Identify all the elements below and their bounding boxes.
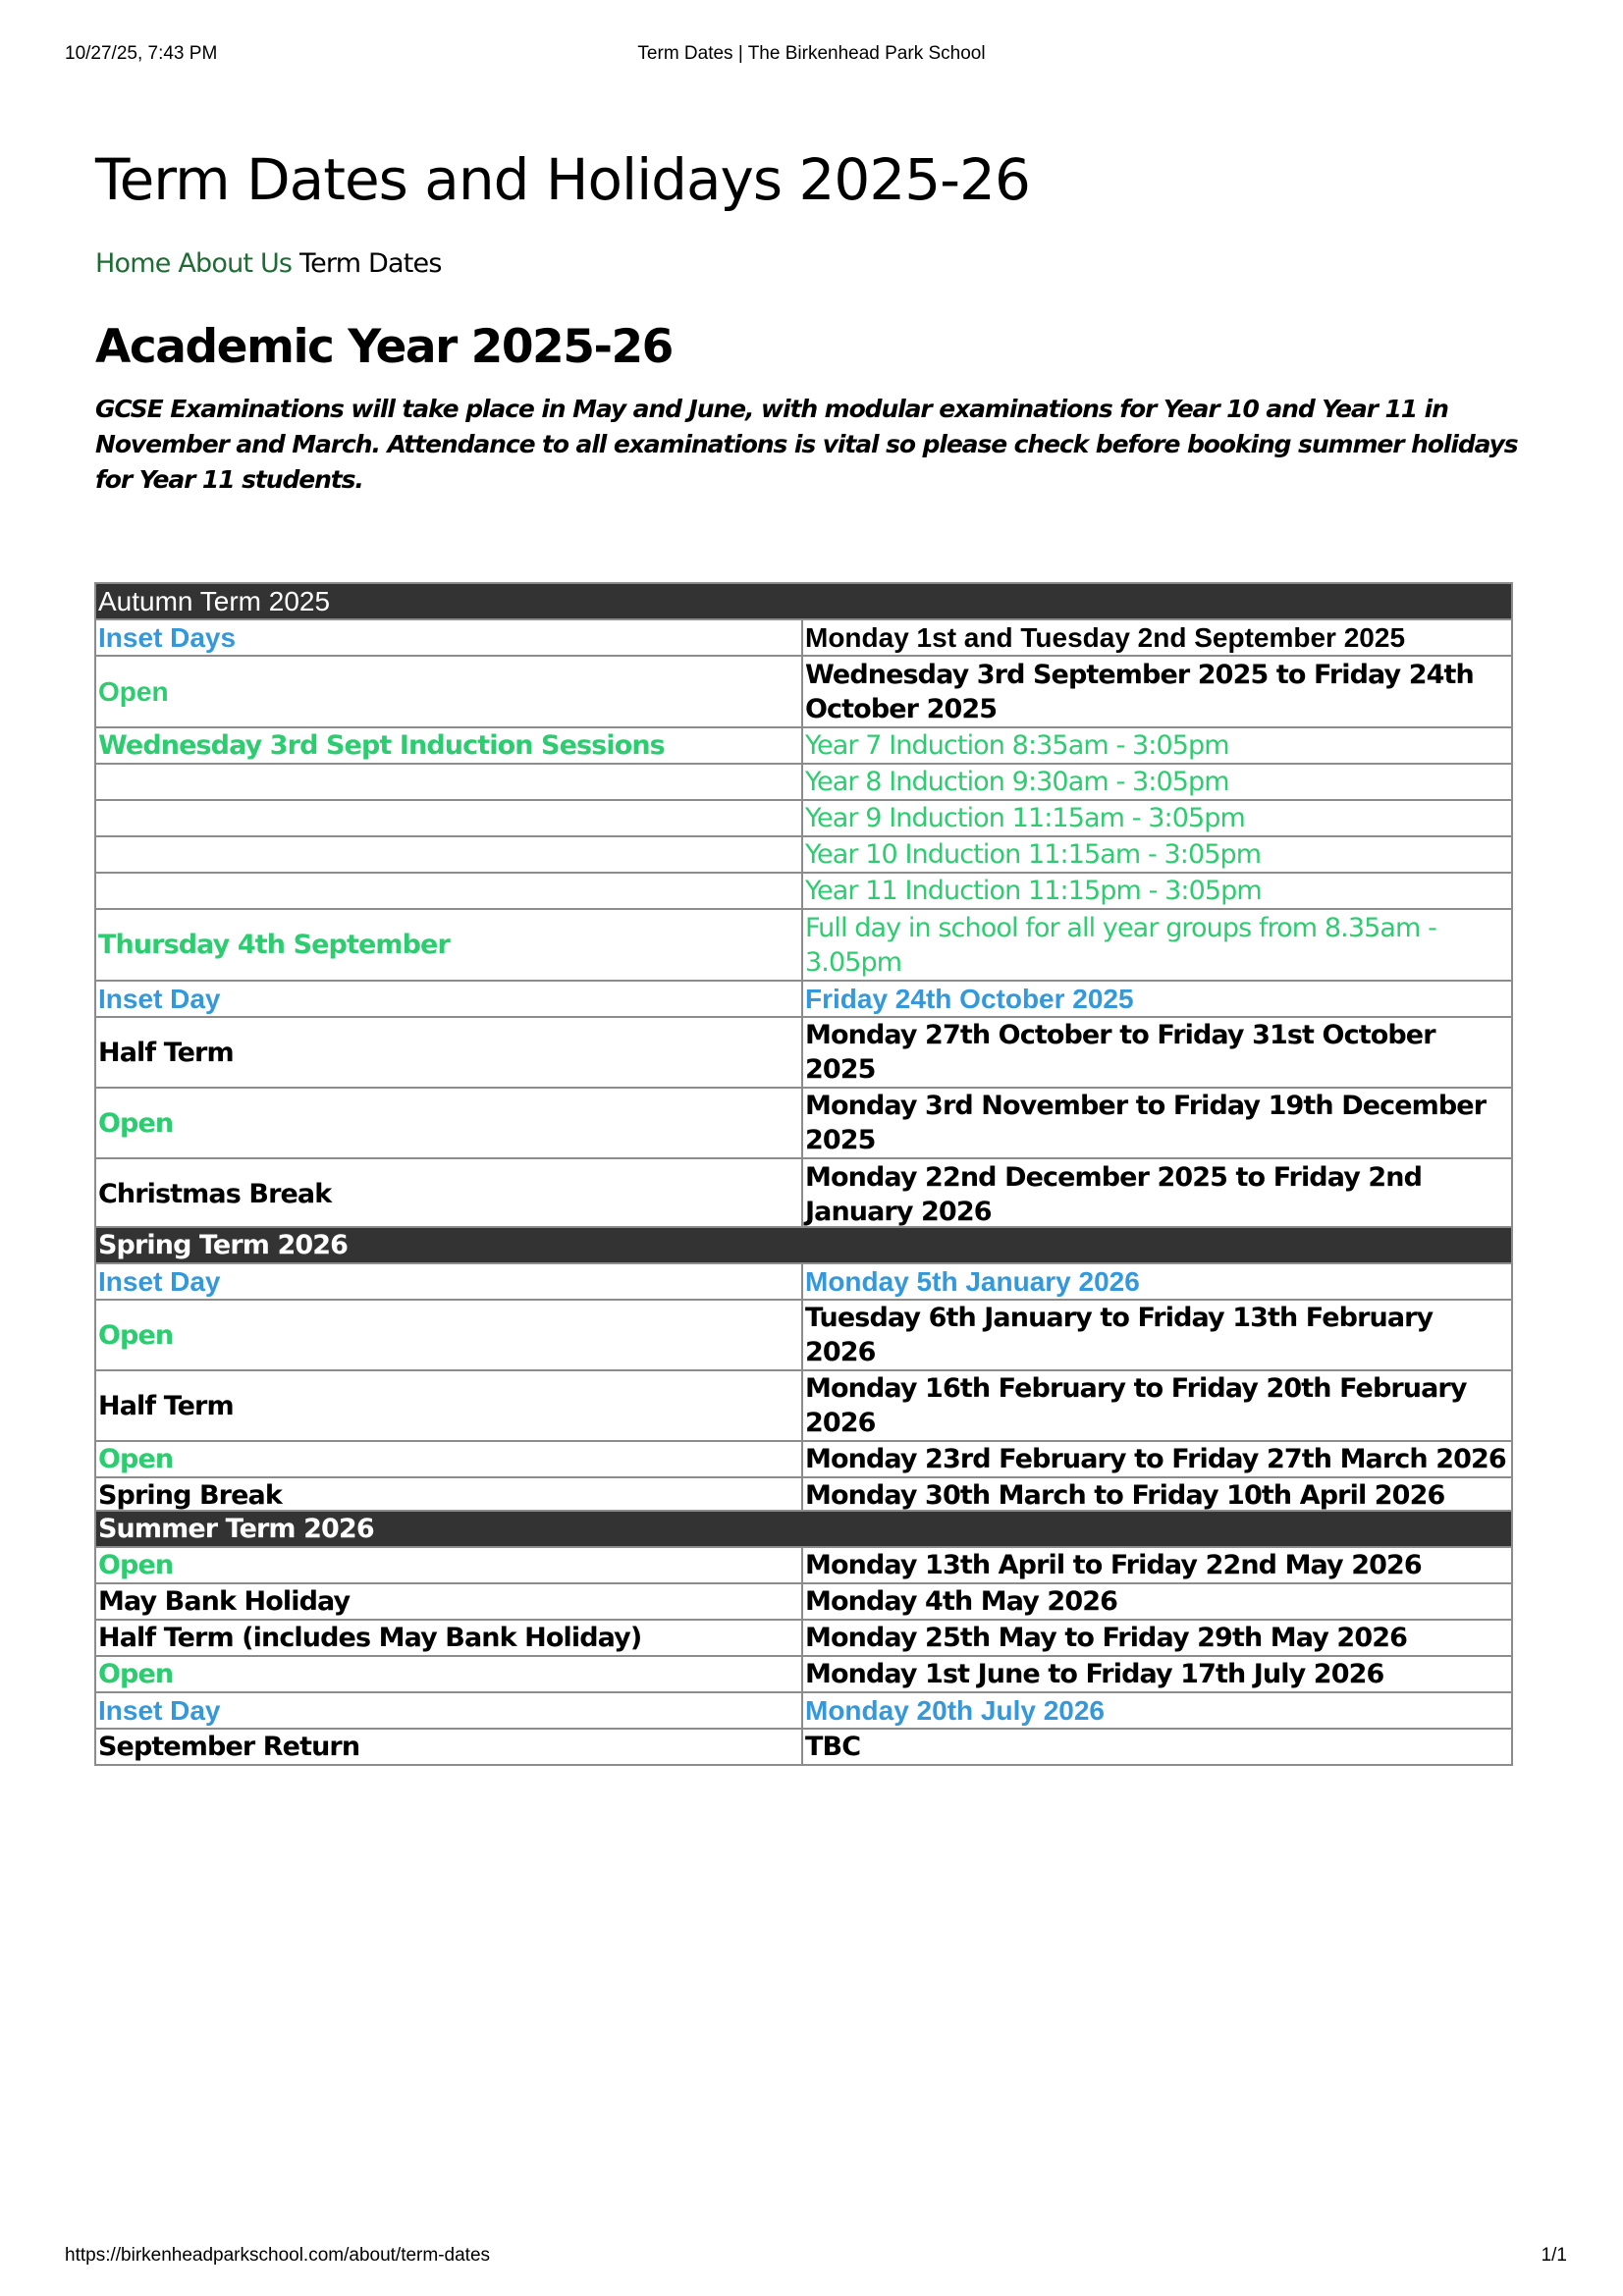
intro-paragraph: GCSE Examinations will take place in May and June, with modular examinations for Year 10 and Year 11 in November and March. Attendance to all examinations is vital so please check before booking summer holidays for Year 11 students.	[95, 395, 1518, 495]
print-page-count: 1/1	[1541, 2245, 1567, 2266]
row-value: Monday 4th May 2026	[802, 1583, 1512, 1620]
row-value: Monday 23rd February to Friday 27th March 2026	[802, 1441, 1512, 1477]
row-label: Wednesday 3rd Sept Induction Sessions	[95, 727, 802, 764]
row-label: September Return	[95, 1729, 802, 1765]
table-row	[95, 873, 1512, 909]
row-value: Full day in school for all year groups from 8.35am - 3.05pm	[802, 909, 1512, 981]
row-label: Open	[95, 1300, 802, 1370]
table-row	[95, 909, 1512, 981]
table-header-row	[95, 1511, 1512, 1547]
table-row	[95, 1263, 1512, 1300]
row-value: Monday 27th October to Friday 31st October 2025	[802, 1017, 1512, 1088]
table-row	[95, 1656, 1512, 1692]
row-value: Wednesday 3rd September 2025 to Friday 24th October 2025	[802, 656, 1512, 727]
row-value: Year 9 Induction 11:15am - 3:05pm	[802, 800, 1512, 836]
row-value: TBC	[802, 1729, 1512, 1765]
table-row	[95, 1729, 1512, 1765]
row-label: Half Term (includes May Bank Holiday)	[95, 1620, 802, 1656]
print-page-title: Term Dates | The Birkenhead Park School	[637, 43, 986, 64]
table-header-row	[95, 583, 1512, 619]
table-row	[95, 1477, 1512, 1514]
table-row	[95, 619, 1512, 656]
row-label: Inset Day	[95, 981, 802, 1017]
row-value: Year 11 Induction 11:15pm - 3:05pm	[802, 873, 1512, 909]
row-label: Spring Break	[95, 1477, 802, 1514]
row-value: Year 8 Induction 9:30am - 3:05pm	[802, 764, 1512, 800]
print-footer	[0, 2245, 1623, 2269]
row-label: Inset Day	[95, 1263, 802, 1300]
row-label: Half Term	[95, 1017, 802, 1088]
row-label: Open	[95, 656, 802, 727]
section-title: Academic Year 2025-26	[95, 319, 673, 374]
breadcrumb-current: Term Dates	[298, 247, 442, 279]
breadcrumb-home-link[interactable]: Home	[95, 247, 171, 279]
row-value: Friday 24th October 2025	[802, 981, 1512, 1017]
row-value: Monday 16th February to Friday 20th February 2026	[802, 1370, 1512, 1441]
row-value: Monday 30th March to Friday 10th April 2026	[802, 1477, 1512, 1514]
row-label: Half Term	[95, 1370, 802, 1441]
row-label: Open	[95, 1441, 802, 1477]
table-header-row	[95, 1227, 1512, 1263]
table-row	[95, 1547, 1512, 1583]
table-row	[95, 727, 1512, 764]
table-row	[95, 836, 1512, 873]
row-value: Year 7 Induction 8:35am - 3:05pm	[802, 727, 1512, 764]
autumn-term-table	[94, 582, 1513, 1231]
breadcrumb-about-link[interactable]: About Us	[178, 247, 293, 279]
row-value: Year 10 Induction 11:15am - 3:05pm	[802, 836, 1512, 873]
row-label: Open	[95, 1547, 802, 1583]
table-row	[95, 1088, 1512, 1158]
page-title: Term Dates and Holidays 2025-26	[95, 146, 1030, 213]
table-row	[95, 1692, 1512, 1729]
spring-term-table	[94, 1226, 1513, 1515]
summer-term-table	[94, 1510, 1513, 1766]
table-row	[95, 1370, 1512, 1441]
main-content	[95, 146, 1518, 498]
row-label: Inset Day	[95, 1692, 802, 1729]
term-title: Spring Term 2026	[95, 1227, 1512, 1263]
table-row	[95, 1441, 1512, 1477]
row-label	[95, 800, 802, 836]
table-row	[95, 1583, 1512, 1620]
row-label: Christmas Break	[95, 1158, 802, 1230]
row-label	[95, 873, 802, 909]
table-row	[95, 800, 1512, 836]
table-row	[95, 981, 1512, 1017]
row-value: Monday 1st and Tuesday 2nd September 2025	[802, 619, 1512, 656]
row-label: Open	[95, 1088, 802, 1158]
row-value: Monday 20th July 2026	[802, 1692, 1512, 1729]
row-value: Tuesday 6th January to Friday 13th February 2026	[802, 1300, 1512, 1370]
table-row	[95, 1158, 1512, 1230]
table-row	[95, 764, 1512, 800]
row-label	[95, 836, 802, 873]
print-header	[0, 43, 1623, 67]
row-label	[95, 764, 802, 800]
row-label: Thursday 4th September	[95, 909, 802, 981]
print-url: https://birkenheadparkschool.com/about/term-dates	[65, 2245, 491, 2266]
row-label: May Bank Holiday	[95, 1583, 802, 1620]
term-title: Summer Term 2026	[95, 1511, 1512, 1547]
row-value: Monday 3rd November to Friday 19th December 2025	[802, 1088, 1512, 1158]
table-row	[95, 656, 1512, 727]
table-row	[95, 1620, 1512, 1656]
row-value: Monday 13th April to Friday 22nd May 2026	[802, 1547, 1512, 1583]
row-label: Inset Days	[95, 619, 802, 656]
row-value: Monday 22nd December 2025 to Friday 2nd January 2026	[802, 1158, 1512, 1230]
table-row	[95, 1017, 1512, 1088]
row-value: Monday 1st June to Friday 17th July 2026	[802, 1656, 1512, 1692]
table-row	[95, 1300, 1512, 1370]
print-datetime: 10/27/25, 7:43 PM	[65, 43, 218, 64]
row-value: Monday 5th January 2026	[802, 1263, 1512, 1300]
breadcrumb	[95, 248, 1514, 279]
row-value: Monday 25th May to Friday 29th May 2026	[802, 1620, 1512, 1656]
row-label: Open	[95, 1656, 802, 1692]
term-title: Autumn Term 2025	[95, 583, 1512, 619]
